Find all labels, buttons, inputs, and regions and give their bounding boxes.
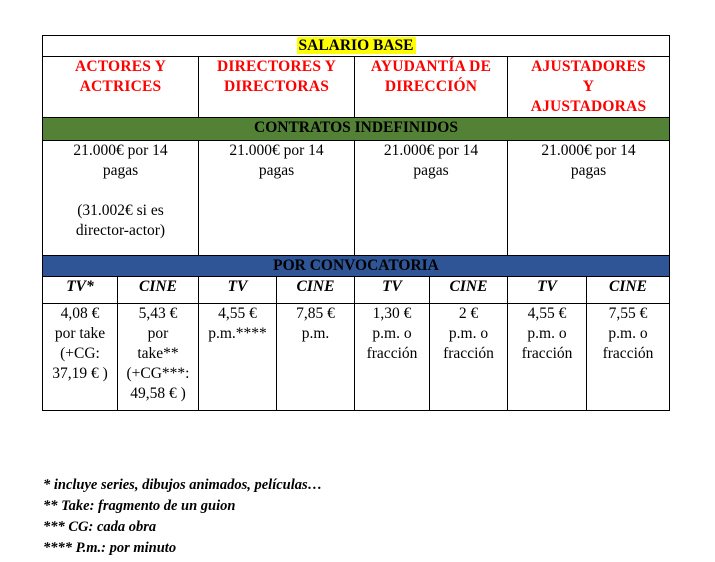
rate-line: (+CG: <box>60 345 100 362</box>
category-line: Y <box>582 78 595 95</box>
rate-cell <box>430 304 508 411</box>
category-header <box>43 57 199 118</box>
rate-line: p.m. <box>301 325 330 342</box>
media-header: TV* <box>43 277 118 304</box>
footnotes <box>43 475 322 559</box>
rate-line: take** <box>137 345 179 362</box>
salary-line: 21.000€ por 14 <box>383 142 479 159</box>
category-line: AJUSTADORAS <box>530 98 647 115</box>
rate-cell <box>199 304 277 411</box>
media-header: TV <box>355 277 430 304</box>
category-line: DIRECTORES Y <box>216 58 337 75</box>
rate-line: fracción <box>366 345 418 362</box>
category-header <box>508 57 670 118</box>
rate-cell <box>118 304 199 411</box>
rate-line: p.m. o <box>527 325 567 342</box>
rate-line: p.m. o <box>608 325 648 342</box>
rate-cell <box>587 304 670 411</box>
salary-line: pagas <box>258 162 295 179</box>
category-header <box>355 57 508 118</box>
rate-cell <box>43 304 118 411</box>
rate-line: 49,58 € ) <box>130 385 186 402</box>
section-convocatoria: POR CONVOCATORIA <box>43 256 670 277</box>
indefinido-salary-cell <box>199 141 355 256</box>
section-indefinidos: CONTRATOS INDEFINIDOS <box>43 118 670 141</box>
salary-line: 21.000€ por 14 <box>229 142 324 159</box>
category-line: DIRECTORAS <box>223 78 330 95</box>
rate-line: fracción <box>602 345 654 362</box>
rate-line: por take <box>54 325 106 342</box>
table-title: SALARIO BASE <box>298 37 414 54</box>
footnote: * incluye series, dibujos animados, películas… <box>43 477 323 493</box>
category-line: AYUDANTÍA DE <box>370 58 492 75</box>
rate-line: p.m. o <box>448 325 489 342</box>
salary-line: 21.000€ por 14 <box>73 142 168 159</box>
salary-note-line: (31.002€ si es <box>77 202 164 219</box>
indefinido-salary-cell <box>508 141 670 256</box>
indefinido-salary-cell <box>355 141 508 256</box>
footnote: **** P.m.: por minuto <box>43 540 177 556</box>
category-line: DIRECCIÓN <box>384 78 478 95</box>
salary-line: pagas <box>570 162 607 179</box>
rate-line: 1,30 € <box>372 305 412 322</box>
footnote: *** CG: cada obra <box>43 519 157 535</box>
table-title-cell <box>43 36 670 57</box>
media-header: CINE <box>587 277 670 304</box>
indefinido-salary-cell <box>43 141 199 256</box>
media-header: CINE <box>277 277 355 304</box>
category-line: ACTORES Y <box>75 58 166 75</box>
media-header: TV <box>199 277 277 304</box>
rate-line: por <box>147 325 169 342</box>
media-header: CINE <box>430 277 508 304</box>
salary-line: pagas <box>413 162 449 179</box>
rate-line: p.m.**** <box>208 325 267 342</box>
footnote: ** Take: fragmento de un guion <box>43 498 236 514</box>
rate-line: 2 € <box>458 305 479 322</box>
salary-line: pagas <box>102 162 139 179</box>
rate-line: fracción <box>443 345 494 362</box>
category-line: AJUSTADORES <box>531 58 646 75</box>
rate-line: 7,85 € <box>296 305 335 322</box>
rate-line: 4,55 € <box>527 305 567 322</box>
rate-line: (+CG***: <box>126 365 190 382</box>
rate-line: 4,08 € <box>60 305 100 322</box>
media-header: TV <box>508 277 587 304</box>
rate-cell <box>508 304 587 411</box>
rate-line: 4,55 € <box>218 305 257 322</box>
rate-line: p.m. o <box>372 325 412 342</box>
category-line: ACTRICES <box>79 78 162 95</box>
media-header: CINE <box>118 277 199 304</box>
category-header <box>199 57 355 118</box>
salary-table <box>42 35 670 411</box>
rate-cell <box>355 304 430 411</box>
rate-cell <box>277 304 355 411</box>
rate-line: 7,55 € <box>608 305 648 322</box>
rate-line: fracción <box>521 345 573 362</box>
salary-line: 21.000€ por 14 <box>541 142 636 159</box>
rate-line: 5,43 € <box>138 305 178 322</box>
rate-line: 37,19 € ) <box>52 365 108 382</box>
salary-note-line: director-actor) <box>75 222 166 239</box>
